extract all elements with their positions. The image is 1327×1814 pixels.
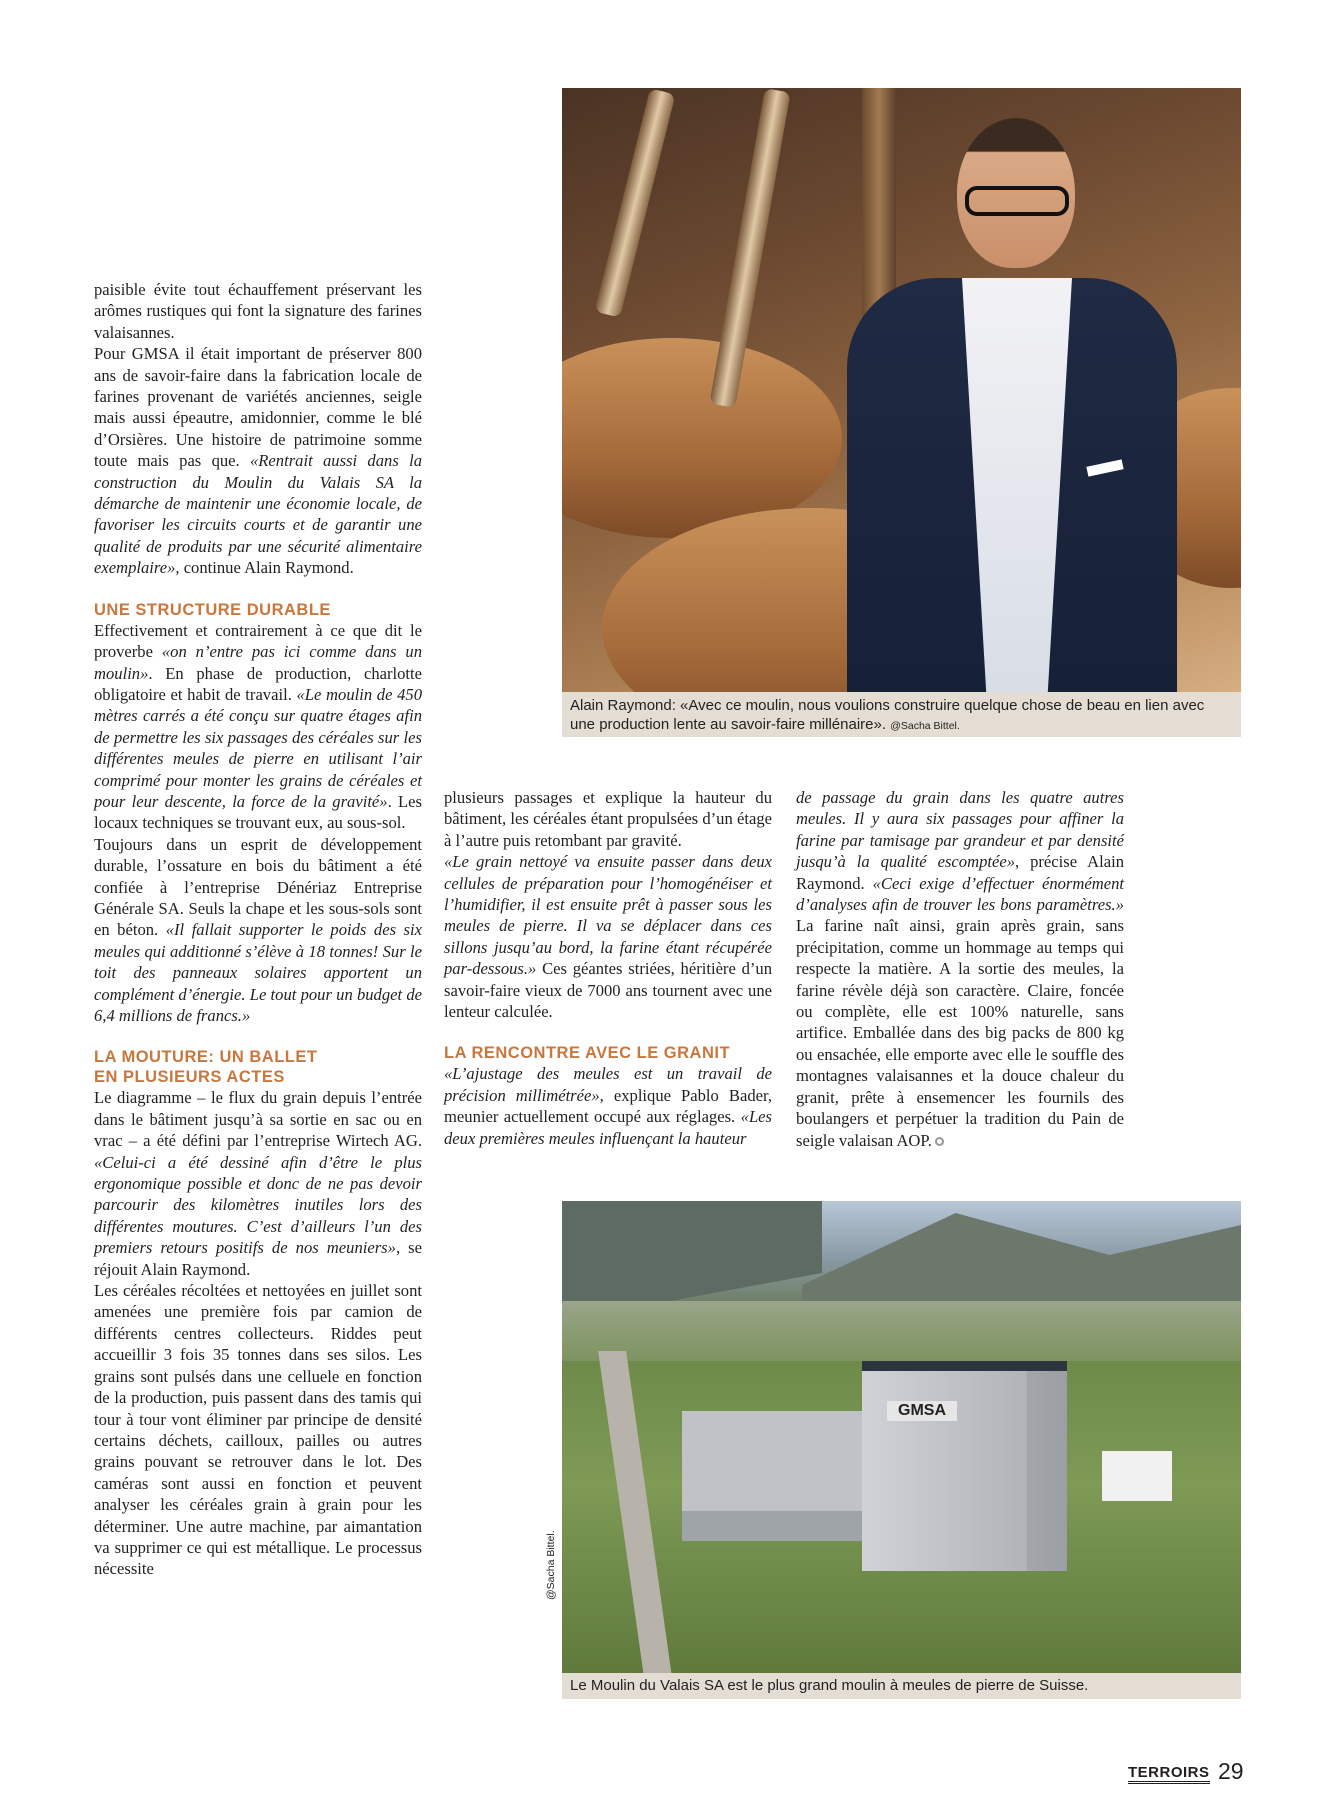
section-heading: UNE STRUCTURE DURABLE	[94, 600, 331, 619]
photo-credit: @Sacha Bittel.	[890, 719, 960, 732]
page-number: 29	[1218, 1758, 1244, 1784]
article-column-3	[796, 787, 1124, 1151]
article-column-1	[94, 279, 422, 1580]
text: continue Alain Raymond.	[179, 558, 354, 578]
text: La farine naît ainsi, grain après grain, sans précipitation, comme un hommage au temps qui respecte la matière. A la sortie des meules, la farine révèle déjà son caractère. Claire, foncée ou complète, elle est 100% naturelle, sans artifice. Emballée dans des big packs de 800 kg ou ensachée, elle emporte avec elle le souffle des montagnes valaisannes et la douce chaleur du granit, prête à ensemencer les fournils des boulangers et perpétuer la tradition du Pain de seigle valaisan AOP.	[796, 916, 1124, 1150]
text: Le diagramme – le flux du grain depuis l’entrée dans le bâtiment jusqu’à sa sortie en sac ou en vrac – a été défini par l’entreprise Wirtech AG.	[94, 1088, 422, 1151]
paragraph	[94, 343, 422, 578]
quote: «Le grain nettoyé va ensuite passer dans deux cellules de préparation pour l’homogénéiser et l’humidifier, il est ensuite prêt à passer sous les meules de pierre. Il va se déplacer dans ces sillons jusqu’au bord, la farine étant récupérée par-dessous.»	[444, 852, 772, 979]
valley-floor	[562, 1301, 1241, 1361]
text: , précise Alain Raymond.	[796, 852, 1124, 893]
text: . Les locaux techniques se trouvant eux, au sous-sol.	[94, 791, 422, 833]
paragraph	[444, 787, 772, 1022]
quote: «on n’entre pas ici comme dans un moulin»	[94, 642, 423, 683]
quote: «Il fallait supporter le poids des six meules qui additionné s’élève à 18 tonnes! Sur le toit des panneaux solaires apportent un complément d’énergie. Le tout pour un budget de 6,4 millions de francs.»	[94, 920, 422, 1025]
quote: de passage du grain dans les quatre autres meules. Il y aura six passages pour affiner la farine par tamisage par grandeur et par densité jusqu’à la qualité escomptée»	[796, 788, 1124, 872]
paragraph: paisible évite tout échauffement préservant les arômes rustiques qui font la signature des farines valaisannes.	[94, 280, 422, 342]
quote: «Les deux premières meules influençant la hauteur	[444, 1107, 772, 1148]
paragraph	[444, 1063, 772, 1149]
text: , se réjouit Alain Raymond.	[94, 1238, 422, 1279]
paragraph	[94, 1087, 422, 1280]
gmsa-logo: GMSA	[887, 1401, 957, 1421]
steel-pipe	[595, 88, 676, 317]
heading-line: EN PLUSIEURS ACTES	[94, 1068, 285, 1087]
article-column-2	[444, 787, 772, 1149]
paragraph	[94, 620, 422, 834]
tent	[1102, 1451, 1172, 1501]
quote: «Celui-ci a été dessiné afin d’être le plus ergonomique possible et donc de ne pas devoir parcourir des kilomètres inutiles lors des différentes moutures. C’est d’ailleurs l’un des premiers retours positifs de nos meuniers»	[94, 1152, 422, 1258]
portrait-photo	[562, 88, 1241, 692]
quote: «Le moulin de 450 mètres carrés a été conçu sur quatre étages afin de permettre les six passages des céréales sur les différentes meules de pierre en utilisant l’air comprimé pour monter les grains de céréales et pour leur descente, la force de la gravité»	[94, 684, 422, 811]
magazine-name: TERROIRS	[1128, 1764, 1210, 1784]
text: Ces géantes striées, héritière d’un savoir-faire vieux de 7000 ans tournent avec une lenteur calculée.	[444, 959, 772, 1022]
text: . En phase de production, charlotte obligatoire et habit de travail.	[94, 663, 422, 704]
photo-caption: Le Moulin du Valais SA est le plus grand moulin à meules de pierre de Suisse.	[562, 1673, 1241, 1699]
photo-caption	[562, 692, 1241, 737]
quote: «Rentrait aussi dans la construction du Moulin du Valais SA la démarche de maintenir une économie locale, de favoriser les circuits courts et de garantir une qualité de produits par une sécurité alimentaire exemplaire»,	[94, 451, 422, 578]
text: Pour GMSA il était important de préserver 800 ans de savoir-faire dans la fabrication locale de farines provenant de variétés anciennes, seigle mais aussi épeautre, amidonnier, comme le blé d’Orsières. Une histoire de patrimoine somme toute mais pas que.	[94, 344, 422, 471]
section-heading: LA RENCONTRE AVEC LE GRANIT	[444, 1044, 731, 1063]
section-heading	[94, 1047, 422, 1087]
quote: «Ceci exige d’effectuer énormément d’analyses afin de trouver les bons paramètres.»	[796, 873, 1124, 915]
text: Effectivement et contrairement à ce que dit le proverbe	[94, 620, 422, 662]
quote: «L’ajustage des meules est un travail de précision millimétrée»	[444, 1064, 772, 1105]
photo-credit: @Sacha Bittel.	[545, 1530, 557, 1600]
road	[598, 1351, 674, 1673]
aerial-photo	[562, 1201, 1241, 1673]
text: , explique Pablo Bader, meunier actuellement occupé aux réglages.	[444, 1085, 772, 1127]
paragraph	[94, 834, 422, 1027]
paragraph	[796, 787, 1124, 1151]
heading-line: LA MOUTURE: UN BALLET	[94, 1048, 318, 1067]
end-mark-icon	[935, 1137, 944, 1146]
text: plusieurs passages et explique la hauteur du bâtiment, les céréales étant propulsées d’un étage à l’autre puis retombant par gravité.	[444, 788, 772, 850]
warehouse	[682, 1411, 872, 1541]
person-alain-raymond	[847, 108, 1177, 692]
glasses	[965, 186, 1069, 216]
text: Toujours dans un esprit de développement durable, l’ossature en bois du bâtiment a été confiée à l’entreprise Dénériaz Entreprise Générale SA. Seuls la chape et les sous-sols sont en béton.	[94, 834, 422, 940]
caption-text: Alain Raymond: «Avec ce moulin, nous voulions construire quelque chose de beau en lien avec une production lente au savoir-faire millénaire».	[570, 697, 1205, 733]
paragraph: Les céréales récoltées et nettoyées en juillet sont amenées une première fois par camion de différents centres collecteurs. Riddes peut accueillir 3 fois 35 tonnes dans ses silos. Les grains sont pulsés dans une celluele en fonction de la production, puis passent dans des tamis qui tour à tour vont éliminer par principe de densité certains déchets, cailloux, pailles ou autres grains pouvant se retrouver dans le lot. Des caméras sont aussi en fonction et peuvent analyser les céréales grain à grain pour les déterminer. Une autre machine, par aimantation va supprimer ce qui est métallique. Le processus nécessite	[94, 1281, 422, 1579]
